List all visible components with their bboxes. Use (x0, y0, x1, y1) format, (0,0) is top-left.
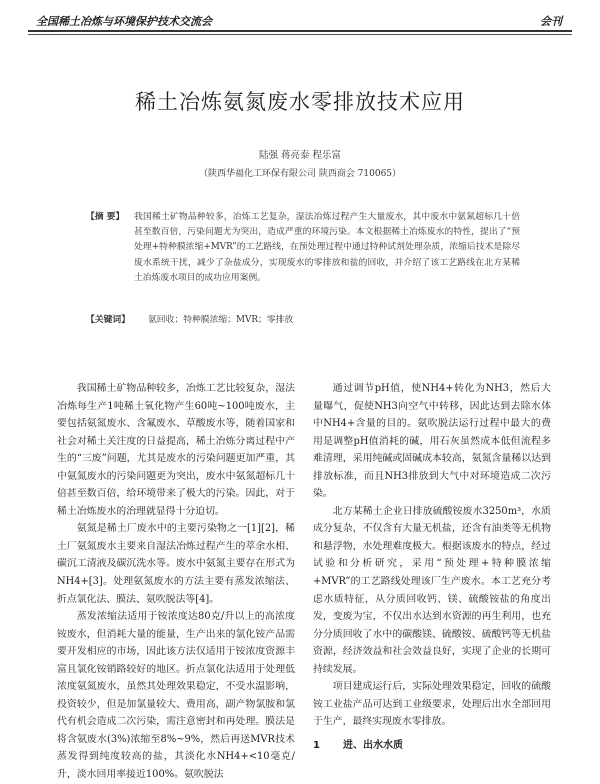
header-conference-name: 全国稀土冶炼与环境保护技术交流会 (36, 15, 212, 28)
paper-title: 稀土冶炼氨氮废水零排放技术应用 (135, 90, 465, 114)
keywords-block (86, 313, 520, 328)
abstract-block (86, 210, 520, 286)
keywords-label: 【关键词】 (86, 315, 130, 325)
body-paragraph: 项目建成运行后，实际处理效果稳定，回收的硫酸铵工业盐产品可达到工业级要求，处理后出水全部回用于生产，最终实现废水零排放。 (313, 681, 551, 728)
body-paragraph: 我国稀土矿物品种较多，冶炼工艺比较复杂，湿法冶炼每生产1吨稀土氧化物产生60吨~100吨废水，主要包括氨氮废水、含氟废水、草酸废水等，随着国家和社会对稀土关注度的日益提高，稀土冶炼分离过程中产生的“三废”问题，尤其是废水的污染问题更加严重，其中氨氮废水的污染问题更为突出，废水中氨氮超标几十倍甚至数百倍，给环境带来了极大的污染。因此，对于稀土冶炼废水的治理就显得十分迫切。 (57, 383, 295, 517)
body-paragraph: 氨氮是稀土厂废水中的主要污染物之一[1][2]，稀土厂氨氮废水主要来自湿法冶炼过程产生的萃余水相、碳沉工清液及碳沉洗水等。废水中氨氮主要存在形式为NH4+[3]。处理氨氮废水的方法主要有蒸发浓缩法、折点氯化法、膜法、氨吹脱法等[4]。 (57, 523, 295, 605)
section-number: 1 (313, 739, 320, 751)
body-column-left (57, 380, 295, 784)
author-list: 陆强 蒋亮泰 程乐富 (258, 150, 342, 161)
body-paragraph: 通过调节pH值，使NH4+转化为NH3，然后大量曝气，促使NH3向空气中转移，因此达到去除水体中NH4+含量的目的。氨吹脱法运行过程中最大的费用是调整pH值消耗的碱，用石灰虽然成本低但流程多难清理，采用纯碱或固碱成本较高，氨氮含量稀以达到排放标准，而且NH3排放到大气中对环境造成二次污染。 (313, 383, 551, 500)
header-rule (28, 30, 572, 32)
header-rule-thin (28, 34, 572, 35)
journal-header (28, 6, 572, 36)
section-heading (313, 737, 551, 755)
body-paragraph: 北方某稀土企业日排放硫酸铵废水3250m³，水质成分复杂，不仅含有大量无机盐，还含有油类等无机物和悬浮物，水处理难度极大。根据该废水的特点，经过试验和分析研究，采用“预处理+特种膜浓缩+MVR”的工艺路线处理该厂生产废水。本工艺充分考虑水质特征，从分质回收钙、镁、硫酸铵盐的角度出发，变废为宝，不仅出水达到水资源的再生利用，也充分分质回收了水中的碳酸镁、硫酸铵、硫酸钙等无机盐资源，经济效益和社会效益良好，实现了企业的长期可持续发展。 (313, 505, 551, 675)
section-title: 进、出水水质 (343, 739, 403, 751)
keywords-text: 氨回收；特种膜浓缩；MVR；零排放 (148, 315, 294, 325)
header-journal-label: 会刊 (540, 15, 562, 28)
abstract-text: 我国稀土矿物品种较多，冶炼工艺复杂，湿法冶炼过程产生大量废水，其中废水中氨氮超标几十倍甚至数百倍，污染问题尤为突出，造成严重的环境污染。本文根据稀土冶炼废水的特性，提出了“预处理+特种膜浓缩+MVR”的工艺路线，在预处理过程中通过特种试剂处理杂质，浓缩后技术是除尽废水系统干扰，减少了杂盐成分，实现废水的零排放和盐的回收，并介绍了该工艺路线在北方某稀土冶炼废水项目的成功应用案例。 (134, 212, 520, 283)
abstract-label: 【摘 要】 (86, 212, 125, 222)
author-affiliation: （陕西华福化工环保有限公司 陕西商会 710065） (198, 169, 402, 179)
body-paragraph: 蒸发浓缩法适用于铵浓度达80克/升以上的高浓度铵废水，但消耗大量的能量，生产出来的氯化铵产品需要开发相应的市场，因此该方法仅适用于铵浓度资源丰富且氯化铵销路较好的地区。折点氯化法适用于处理低浓度氨氮废水，虽然其处理效果稳定，不受水温影响，投资较少，但是加氯量较大、费用高，副产物氯胺和氯代有机会造成二次污染，需注意密封和再处理。膜法是将含氨废水(3%)浓缩至8%~9%，然后再送MVR技术蒸发得到纯度较高的盐，其淡化水NH4+<10毫克/升，淡水回用率接近100%。氨吹脱法 (57, 611, 295, 781)
body-column-right (313, 380, 551, 754)
